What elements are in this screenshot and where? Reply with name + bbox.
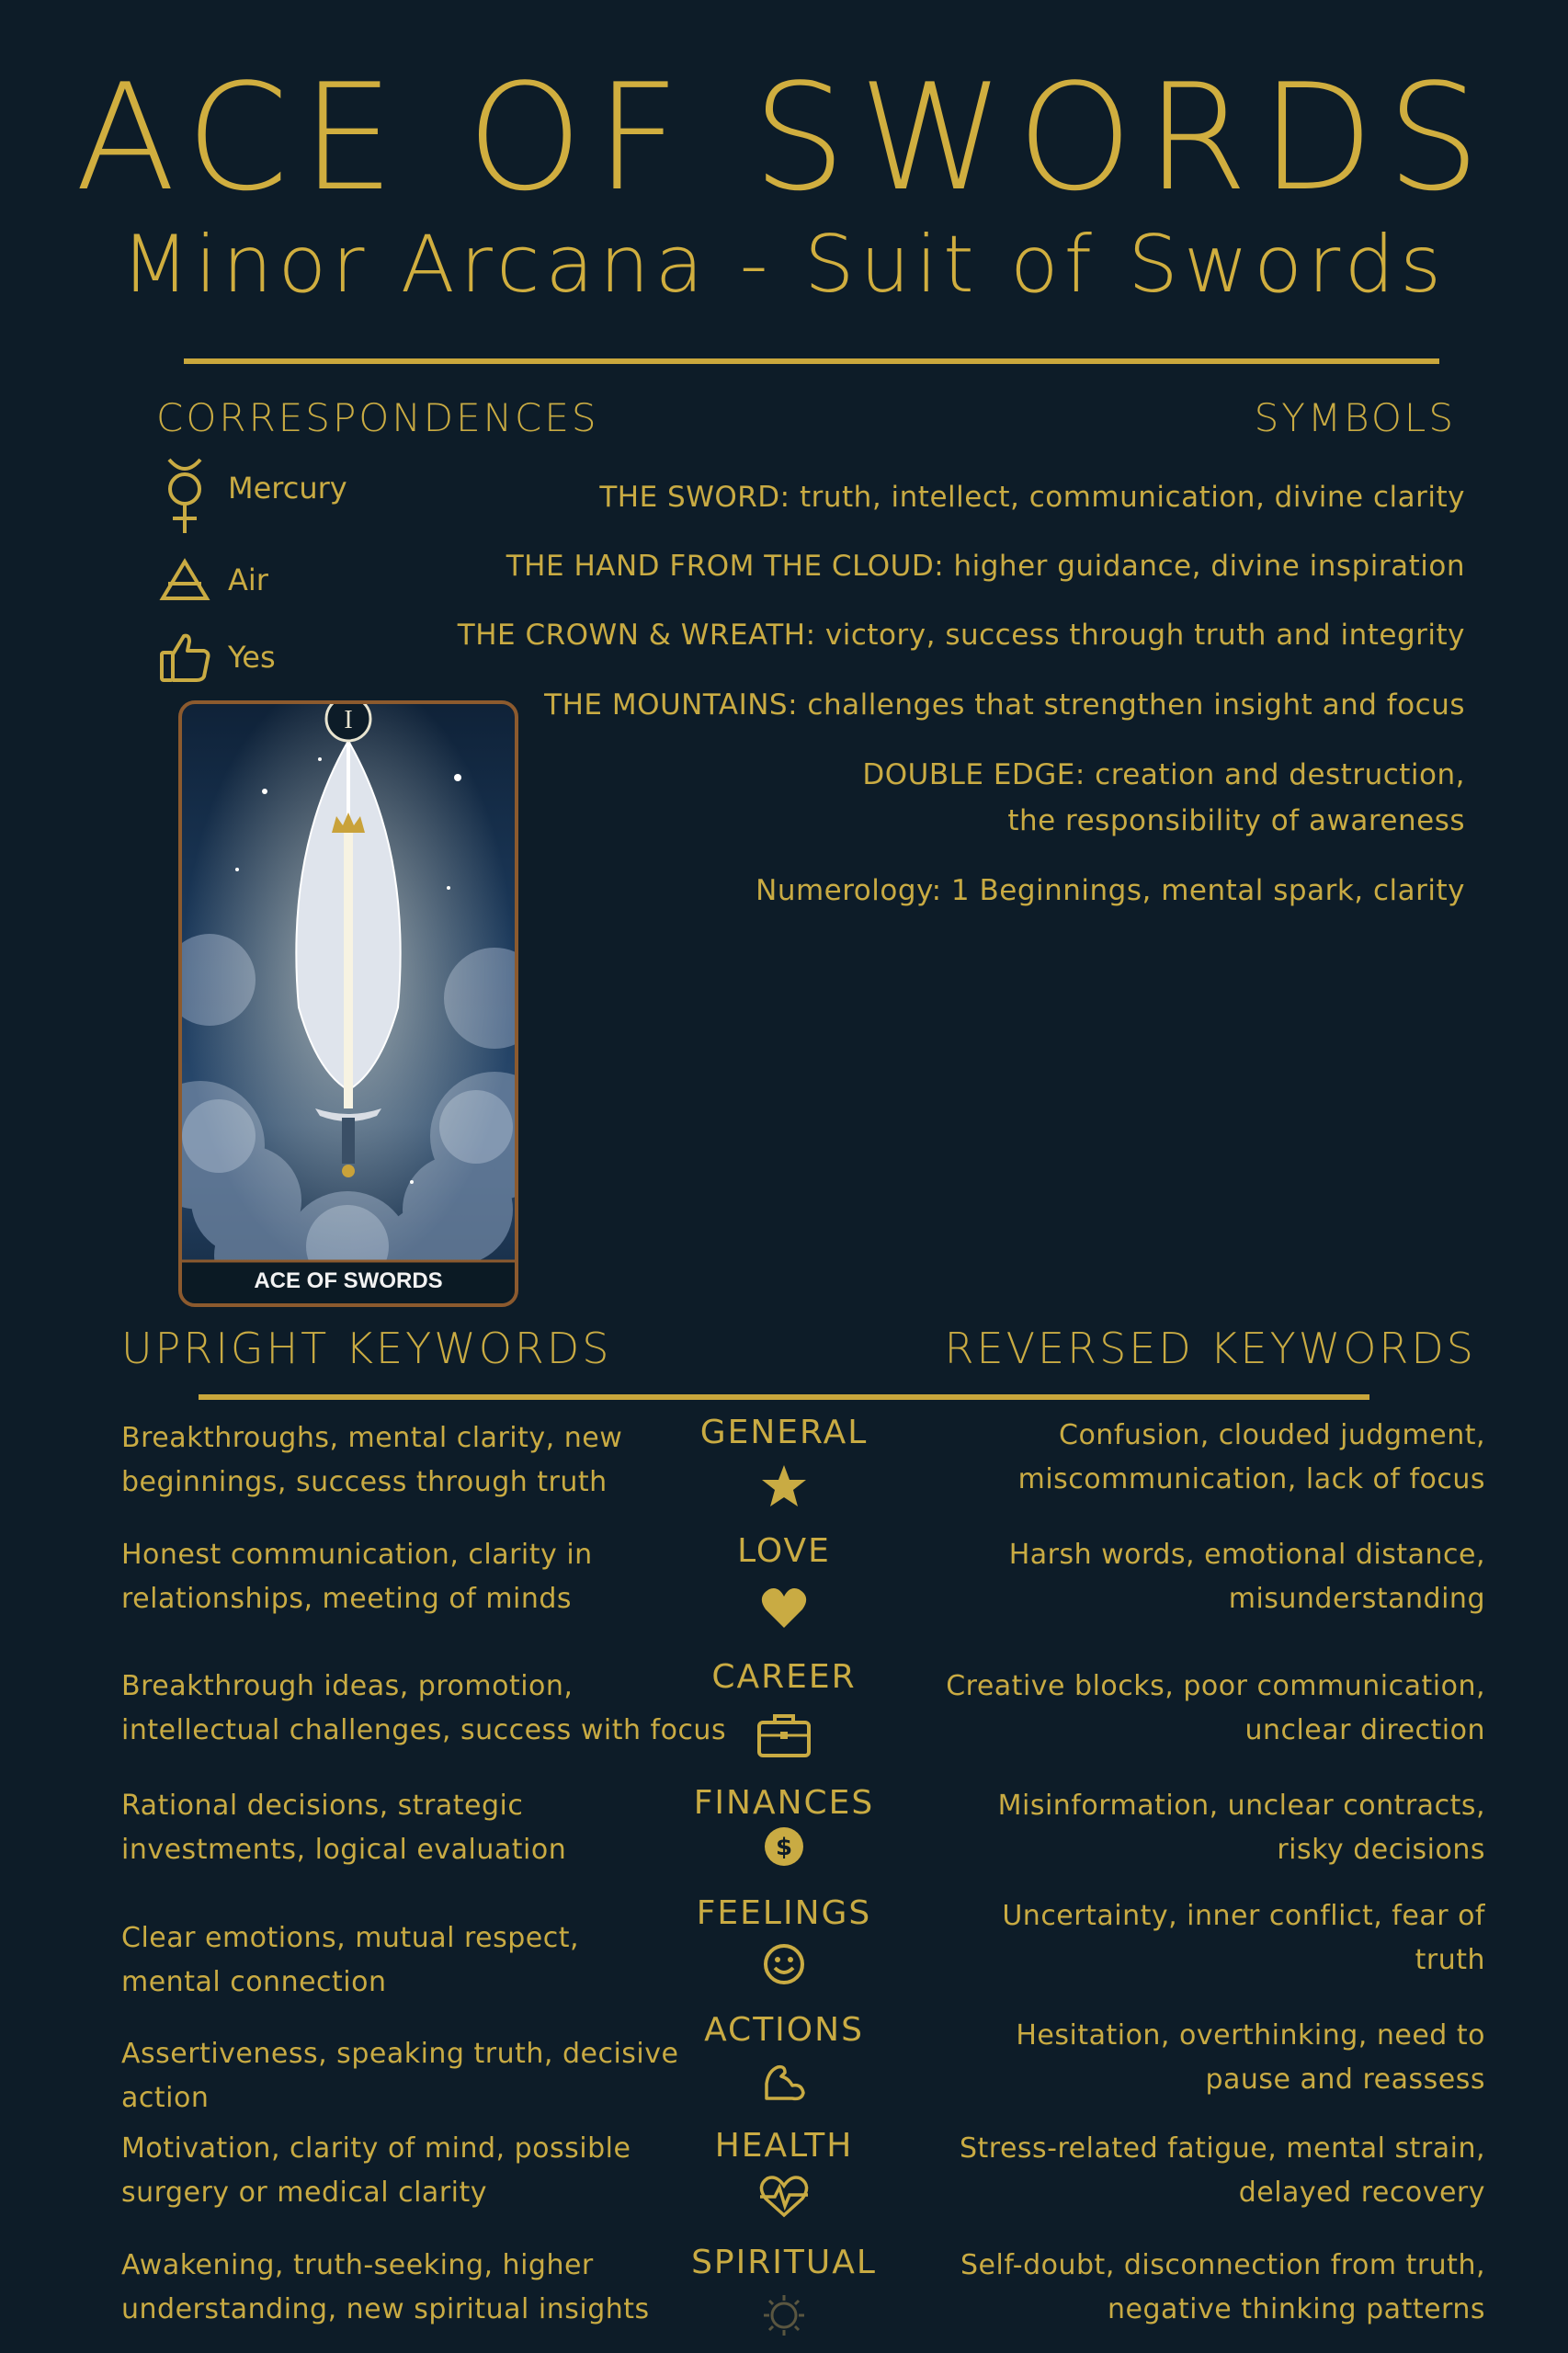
briefcase-icon bbox=[747, 1708, 821, 1761]
dollar-coin-icon bbox=[747, 1820, 821, 1873]
symbol-double-edge: DOUBLE EDGE: creation and destruction, bbox=[862, 758, 1465, 791]
reversed-finances: Misinformation, unclear contracts, risky decisions bbox=[997, 1790, 1485, 1866]
svg-text:$: $ bbox=[775, 1834, 793, 1861]
upright-health: Motivation, clarity of mind, possible surgery or medical clarity bbox=[121, 2132, 631, 2209]
reversed-general: Confusion, clouded judgment, miscommunication, lack of focus bbox=[1017, 1419, 1485, 1495]
correspondence-label: Air bbox=[228, 563, 268, 597]
symbol-mountains: THE MOUNTAINS: challenges that strengthen insight and focus bbox=[544, 688, 1465, 722]
upright-spiritual: Awakening, truth-seeking, higher understanding, new spiritual insights bbox=[121, 2249, 650, 2325]
correspondence-air bbox=[156, 551, 268, 608]
reversed-love: Harsh words, emotional distance, misunderstanding bbox=[1008, 1539, 1485, 1615]
correspondence-yes bbox=[156, 629, 276, 686]
thumbs-up-icon bbox=[156, 629, 213, 686]
symbol-hand-from-cloud: THE HAND FROM THE CLOUD: higher guidance, divine inspiration bbox=[506, 550, 1465, 583]
upright-career: Breakthrough ideas, promotion, intellectual challenges, success with focus bbox=[121, 1670, 727, 1746]
reversed-career: Creative blocks, poor communication, unclear direction bbox=[946, 1670, 1485, 1746]
symbol-sword: THE SWORD: truth, intellect, communication, divine clarity bbox=[599, 481, 1465, 514]
category-health: HEALTH bbox=[714, 2127, 854, 2165]
category-career: CAREER bbox=[711, 1658, 857, 1696]
card-illustration bbox=[182, 704, 515, 1303]
symbols-heading: SYMBOLS bbox=[1254, 395, 1456, 440]
upright-keywords-heading: UPRIGHT KEYWORDS bbox=[121, 1324, 612, 1373]
category-feelings: FEELINGS bbox=[696, 1894, 872, 1932]
category-finances: FINANCES bbox=[693, 1784, 875, 1822]
reversed-feelings: Uncertainty, inner conflict, fear of truth bbox=[1002, 1900, 1485, 1976]
category-love: LOVE bbox=[737, 1532, 831, 1570]
header-divider bbox=[184, 358, 1439, 364]
reversed-spiritual: Self-doubt, disconnection from truth, negative thinking patterns bbox=[960, 2249, 1485, 2325]
upright-finances: Rational decisions, strategic investments, logical evaluation bbox=[121, 1790, 567, 1866]
category-actions: ACTIONS bbox=[704, 2011, 864, 2049]
correspondences-heading: CORRESPONDENCES bbox=[156, 395, 599, 440]
category-spiritual: SPIRITUAL bbox=[691, 2244, 877, 2281]
keywords-divider bbox=[199, 1394, 1369, 1400]
reversed-health: Stress-related fatigue, mental strain, delayed recovery bbox=[959, 2132, 1485, 2209]
reversed-actions: Hesitation, overthinking, need to pause and reassess bbox=[1016, 2019, 1485, 2096]
air-element-icon bbox=[156, 551, 213, 608]
upright-love: Honest communication, clarity in relationships, meeting of minds bbox=[121, 1539, 593, 1615]
correspondence-mercury bbox=[156, 460, 347, 517]
upright-actions: Assertiveness, speaking truth, decisive action bbox=[121, 2038, 679, 2114]
sun-wheel-icon bbox=[747, 2289, 821, 2342]
correspondence-label: Mercury bbox=[228, 471, 347, 506]
smiley-icon bbox=[747, 1938, 821, 1991]
card-numeral: I bbox=[344, 706, 353, 734]
tarot-card-image bbox=[178, 700, 518, 1307]
flexed-arm-icon bbox=[747, 2055, 821, 2109]
page-title: ACE OF SWORDS bbox=[74, 51, 1494, 223]
symbol-numerology: Numerology: 1 Beginnings, mental spark, clarity bbox=[756, 874, 1465, 907]
symbol-crown-wreath: THE CROWN & WREATH: victory, success through truth and integrity bbox=[457, 619, 1465, 652]
symbol-double-edge-cont: the responsibility of awareness bbox=[1007, 804, 1465, 837]
mercury-icon bbox=[156, 460, 213, 517]
page-subtitle: Minor Arcana - Suit of Swords bbox=[120, 219, 1448, 311]
reversed-keywords-heading: REVERSED KEYWORDS bbox=[944, 1324, 1476, 1373]
category-general: GENERAL bbox=[699, 1414, 869, 1451]
heartbeat-icon bbox=[747, 2169, 821, 2222]
upright-feelings: Clear emotions, mutual respect, mental connection bbox=[121, 1922, 580, 1998]
star-icon bbox=[747, 1460, 821, 1513]
correspondence-label: Yes bbox=[228, 640, 276, 675]
upright-general: Breakthroughs, mental clarity, new beginnings, success through truth bbox=[121, 1422, 623, 1498]
card-caption: ACE OF SWORDS bbox=[254, 1268, 443, 1293]
heart-icon bbox=[747, 1581, 821, 1634]
